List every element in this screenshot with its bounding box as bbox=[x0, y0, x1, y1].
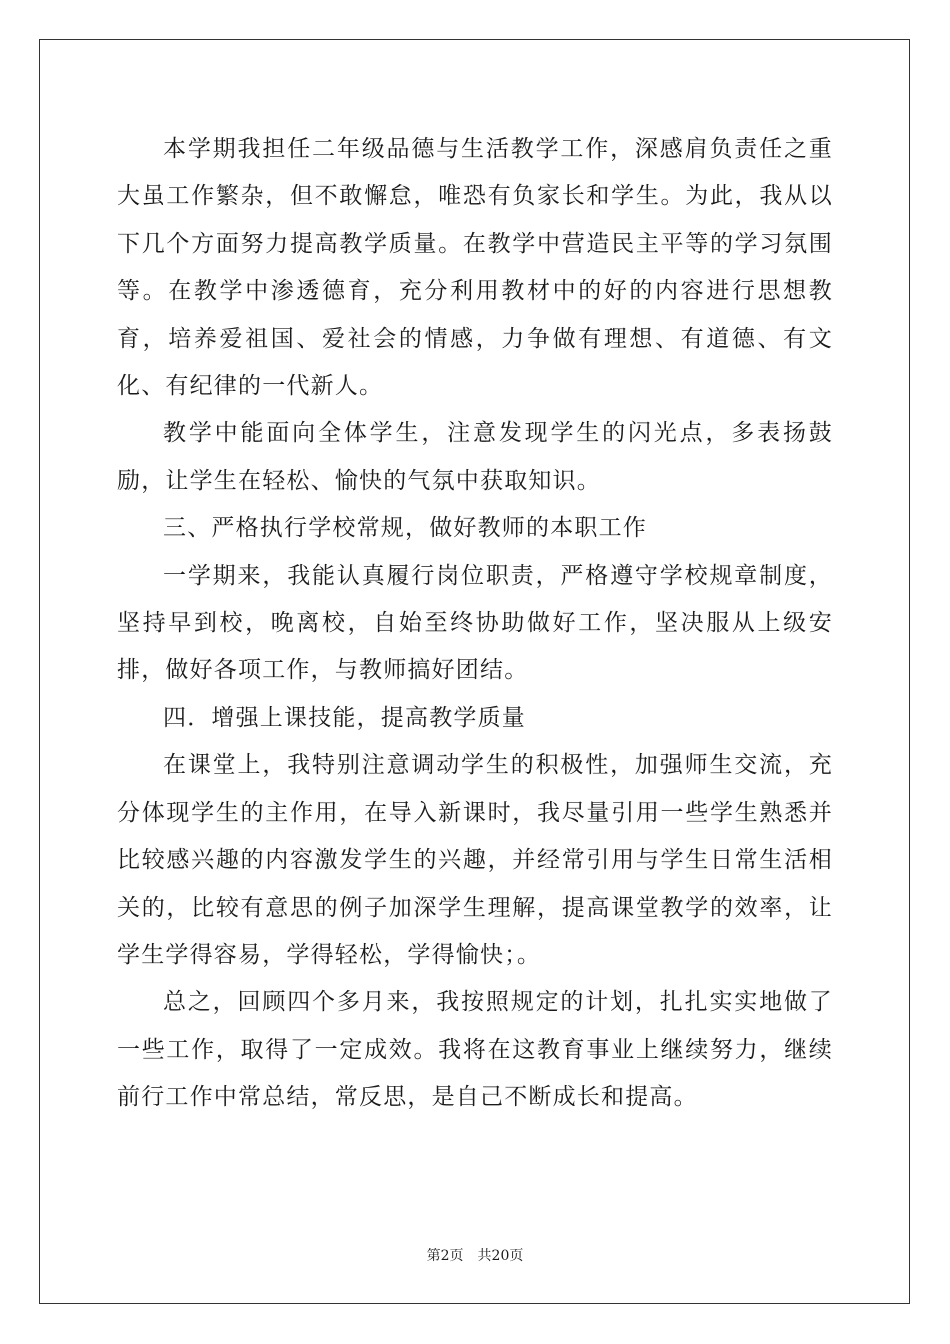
paragraph-6: 在课堂上，我特别注意调动学生的积极性，加强师生交流，充分体现学生的主作用，在导入新课时，我尽量引用一些学生熟悉并比较感兴趣的内容激发学生的兴趣，并经常引用与学生日常生活相关的，比较有意思的例子加深学生理解，提高课堂教学的效率，让学生学得容易，学得轻松，学得愉快；。 bbox=[117, 752, 833, 968]
page-number: 第2页 共20页 bbox=[426, 1248, 524, 1264]
section-heading-4: 四．增强上课技能，提高教学质量 bbox=[163, 704, 526, 731]
paragraph-2: 教学中能面向全体学生，注意发现学生的闪光点，多表扬鼓励，让学生在轻松、愉快的气氛中获取知识。 bbox=[117, 420, 833, 494]
section-heading-3: 三、严格执行学校常规，做好教师的本职工作 bbox=[163, 515, 647, 542]
paragraph-4: 一学期来，我能认真履行岗位职责，严格遵守学校规章制度，坚持早到校，晚离校，自始至终协助做好工作，坚决服从上级安排，做好各项工作，与教师搞好团结。 bbox=[117, 562, 833, 684]
paragraph-7: 总之，回顾四个多月来，我按照规定的计划，扎扎实实地做了一些工作，取得了一定成效。我将在这教育事业上继续努力，继续前行工作中常总结，常反思，是自己不断成长和提高。 bbox=[117, 989, 833, 1111]
document-body bbox=[117, 126, 833, 1122]
paragraph-1: 本学期我担任二年级品德与生活教学工作，深感肩负责任之重大虽工作繁杂，但不敢懈怠，唯恐有负家长和学生。为此，我从以下几个方面努力提高教学质量。在教学中营造民主平等的学习氛围等。在教学中渗透德育，充分利用教材中的好的内容进行思想教育，培养爱祖国、爱社会的情感，力争做有理想、有道德、有文化、有纪律的一代新人。 bbox=[117, 136, 833, 400]
